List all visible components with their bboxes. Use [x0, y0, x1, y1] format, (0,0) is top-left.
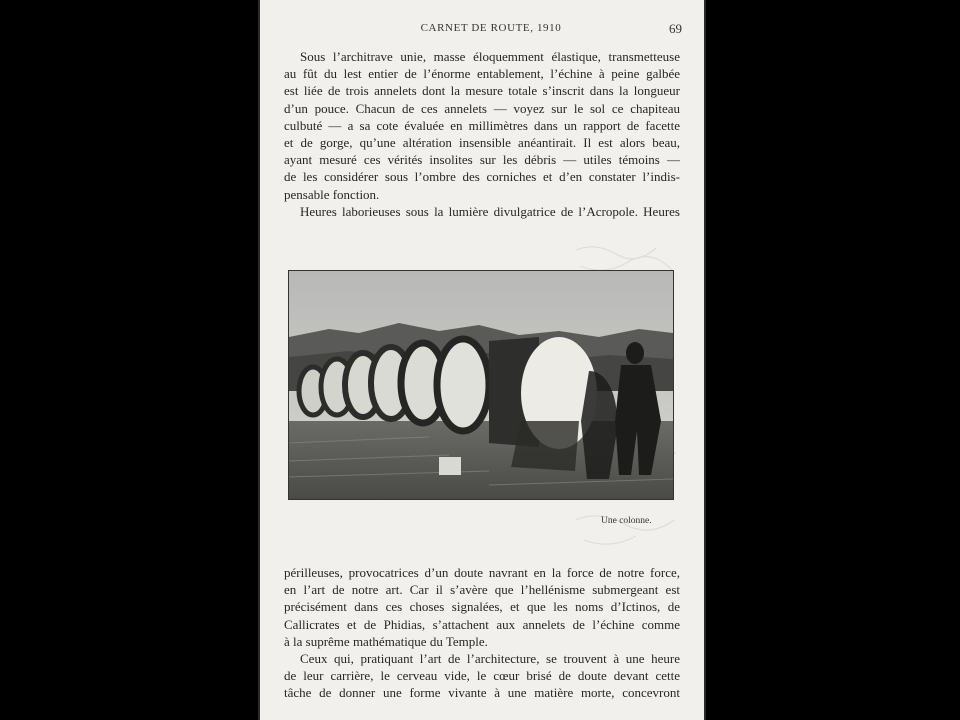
text-line: de les considérer sous l’ombre des corniches et d’en constater l’indis- [284, 169, 680, 185]
photo-caption: Une colonne. [601, 516, 652, 526]
page-header [300, 22, 682, 38]
text-line: de leur carrière, le cerveau vide, le cœur brisé de doute devant cette [284, 668, 680, 684]
text-line: et de gorge, qu’une altération insensible anéantirait. Il est alors beau, [284, 134, 680, 150]
text-line: culbuté — a sa cote évaluée en millimètres dans un rapport de facette [284, 117, 680, 133]
text-line: périlleuses, provocatrices d’un doute navrant en la force de notre force, [284, 565, 680, 580]
photo-fallen-column [288, 270, 674, 500]
text-line: Ceux qui, pratiquant l’art de l’architecture, se trouvent à une heure [300, 650, 680, 666]
book-page [258, 0, 706, 720]
text-line: est liée de trois annelets dont la mesure totale s’inscrit dans la longueur [284, 83, 680, 99]
photo-image [289, 271, 673, 499]
page-number: 69 [669, 21, 682, 36]
body-text-bottom [284, 564, 680, 702]
text-line: d’un pouce. Chacun de ces annelets — voyez sur le sol ce chapiteau [284, 100, 680, 116]
text-line: pensable fonction. [284, 186, 380, 202]
text-line: Callicrates et de Phidias, s’attachent aux annelets de l’échine comme [284, 616, 680, 632]
text-line: précisément dans ces choses signalées, et que les noms d’Ictinos, de [284, 599, 680, 615]
text-line: à la suprême mathématique du Temple. [284, 633, 488, 649]
text-line: Heures laborieuses sous la lumière divulgatrice de l’Acropole. Heures [300, 203, 680, 219]
running-title: CARNET DE ROUTE, 1910 [420, 22, 562, 34]
body-text-top [284, 48, 680, 220]
text-line: au fût du lest entier de l’énorme entablement, l’échine à peine galbée [284, 66, 680, 82]
text-line: ayant mesuré ces vérités insolites sur les débris — utiles témoins — [284, 152, 680, 168]
text-line: Sous l’architrave unie, masse éloquemment élastique, transmetteuse [300, 49, 680, 64]
text-line: en l’art de notre art. Car il s’avère que l’hellénisme submergeant est [284, 582, 680, 598]
text-line: tâche de donner une forme vivante à une matière morte, concevront [284, 685, 680, 701]
